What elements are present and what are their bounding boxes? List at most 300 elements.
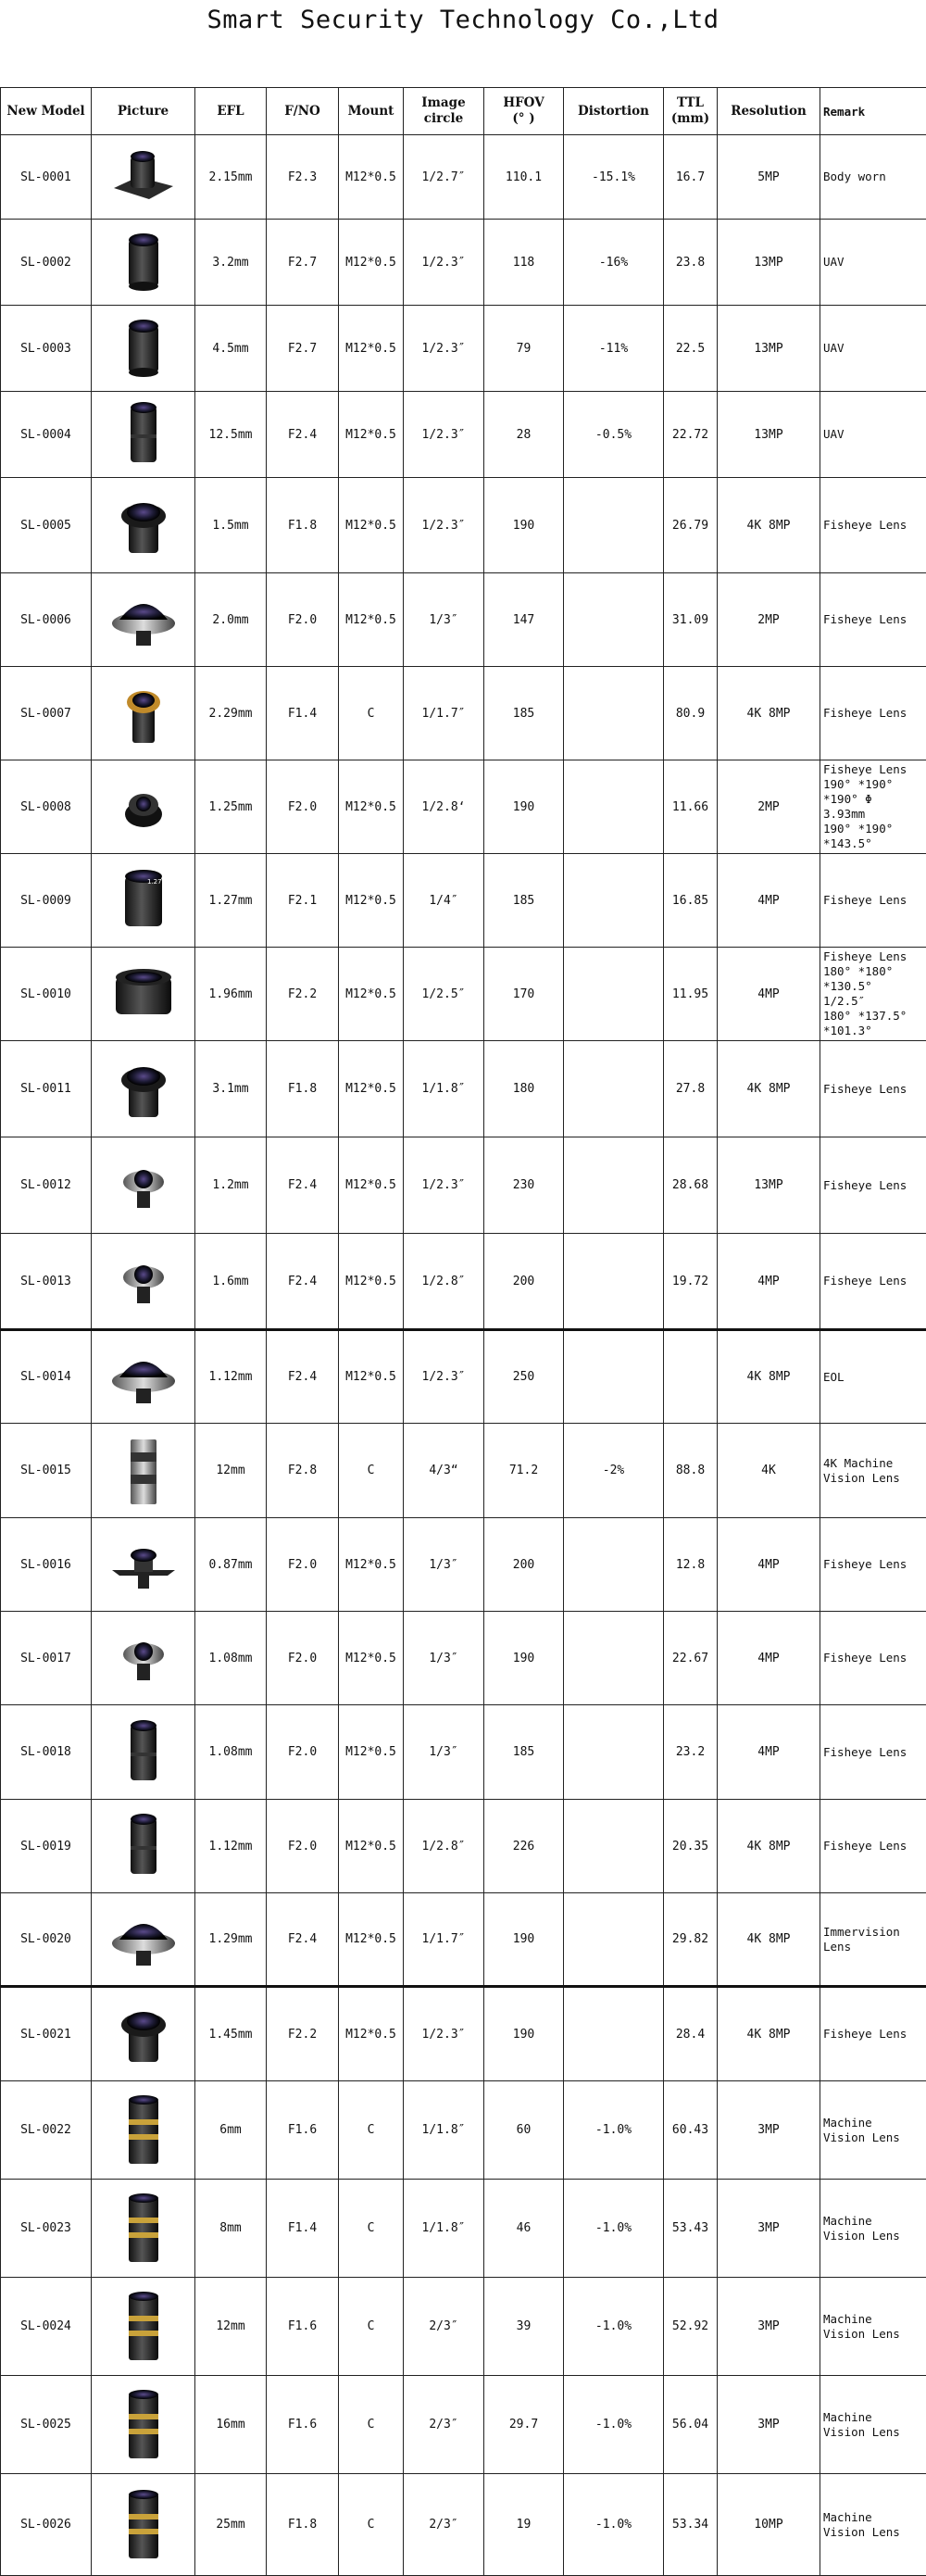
cell-model: SL-0007 xyxy=(1,667,92,760)
cell-resolution: 13MP xyxy=(718,306,820,392)
cell-ttl: 11.95 xyxy=(664,948,718,1041)
cell-remark: Fisheye Lens xyxy=(820,1800,926,1893)
cell-resolution: 4K 8MP xyxy=(718,1987,820,2081)
cell-distortion xyxy=(564,1137,664,1234)
cell-distortion xyxy=(564,1041,664,1137)
cell-distortion xyxy=(564,478,664,573)
dome-fisheye-lens-icon xyxy=(106,1340,181,1414)
cell-model: SL-0022 xyxy=(1,2081,92,2180)
cell-distortion xyxy=(564,667,664,760)
cell-mount: C xyxy=(339,2474,404,2576)
cell-fno: F1.4 xyxy=(267,667,339,760)
cell-image: 1/1.7″ xyxy=(404,1893,484,1987)
cell-picture xyxy=(92,1424,195,1518)
cell-fno: F1.6 xyxy=(267,2376,339,2474)
cell-remark: UAV xyxy=(820,392,926,478)
table-row xyxy=(1,1893,926,1987)
cell-ttl: 11.66 xyxy=(664,760,718,854)
cell-remark: Machine Vision Lens xyxy=(820,2180,926,2278)
cell-remark: Fisheye Lens xyxy=(820,1234,926,1330)
cell-efl: 1.12mm xyxy=(195,1330,267,1424)
cell-picture xyxy=(92,948,195,1041)
short-fisheye-lens-icon xyxy=(106,770,181,844)
cell-distortion xyxy=(564,1330,664,1424)
header-remark: Remark xyxy=(820,88,926,135)
cell-remark: Machine Vision Lens xyxy=(820,2376,926,2474)
cell-distortion: -1.0% xyxy=(564,2081,664,2180)
cell-efl: 1.27mm xyxy=(195,854,267,948)
cell-fno: F2.4 xyxy=(267,1893,339,1987)
cell-image: 1/1.8″ xyxy=(404,2180,484,2278)
gold-fisheye-lens-icon xyxy=(106,676,181,750)
cell-model: SL-0026 xyxy=(1,2474,92,2576)
cell-hfov: 180 xyxy=(484,1041,564,1137)
cell-efl: 1.08mm xyxy=(195,1705,267,1800)
cell-fno: F2.4 xyxy=(267,1137,339,1234)
cell-hfov: 230 xyxy=(484,1137,564,1234)
cell-remark: Fisheye Lens xyxy=(820,1041,926,1137)
cell-mount: M12*0.5 xyxy=(339,948,404,1041)
cell-efl: 1.45mm xyxy=(195,1987,267,2081)
cell-efl: 1.6mm xyxy=(195,1234,267,1330)
table-row xyxy=(1,2180,926,2278)
cell-resolution: 4K 8MP xyxy=(718,1330,820,1424)
cell-fno: F2.2 xyxy=(267,948,339,1041)
m12-lens-icon xyxy=(106,225,181,299)
header-mount: Mount xyxy=(339,88,404,135)
cell-ttl: 22.72 xyxy=(664,392,718,478)
cell-picture xyxy=(92,1893,195,1987)
cell-hfov: 46 xyxy=(484,2180,564,2278)
cell-remark: Fisheye Lens xyxy=(820,1987,926,2081)
cell-model: SL-0011 xyxy=(1,1041,92,1137)
table-row xyxy=(1,573,926,667)
cell-distortion xyxy=(564,1518,664,1612)
cell-resolution: 4MP xyxy=(718,1234,820,1330)
cell-model: SL-0018 xyxy=(1,1705,92,1800)
table-row xyxy=(1,2081,926,2180)
cell-hfov: 29.7 xyxy=(484,2376,564,2474)
cell-image: 1/4″ xyxy=(404,854,484,948)
cell-model: SL-0006 xyxy=(1,573,92,667)
cell-hfov: 200 xyxy=(484,1518,564,1612)
cell-hfov: 190 xyxy=(484,1893,564,1987)
cell-ttl: 88.8 xyxy=(664,1424,718,1518)
cell-hfov: 60 xyxy=(484,2081,564,2180)
cell-hfov: 118 xyxy=(484,220,564,306)
cell-picture xyxy=(92,1330,195,1424)
cell-picture xyxy=(92,135,195,220)
cell-remark: 4K Machine Vision Lens xyxy=(820,1424,926,1518)
cell-image: 1/3″ xyxy=(404,1705,484,1800)
cell-picture xyxy=(92,1987,195,2081)
cell-hfov: 28 xyxy=(484,392,564,478)
cell-fno: F1.4 xyxy=(267,2180,339,2278)
table-row xyxy=(1,2278,926,2376)
cell-remark: Body worn xyxy=(820,135,926,220)
cell-efl: 12mm xyxy=(195,1424,267,1518)
table-row xyxy=(1,1137,926,1234)
cell-hfov: 250 xyxy=(484,1330,564,1424)
cell-efl: 1.29mm xyxy=(195,1893,267,1987)
cell-remark: Fisheye Lens xyxy=(820,1137,926,1234)
cell-fno: F2.4 xyxy=(267,1234,339,1330)
table-row xyxy=(1,135,926,220)
cell-mount: M12*0.5 xyxy=(339,1518,404,1612)
c-mount-lens-icon xyxy=(106,2488,181,2562)
header-hfov-line1: HFOV xyxy=(503,95,544,110)
cell-resolution: 3MP xyxy=(718,2081,820,2180)
cell-remark: Fisheye Lens xyxy=(820,573,926,667)
cell-hfov: 170 xyxy=(484,948,564,1041)
table-row xyxy=(1,1041,926,1137)
cell-fno: F2.3 xyxy=(267,135,339,220)
cell-hfov: 185 xyxy=(484,854,564,948)
cell-image: 1/2.7″ xyxy=(404,135,484,220)
cell-model: SL-0017 xyxy=(1,1612,92,1705)
cell-picture xyxy=(92,2180,195,2278)
cell-fno: F1.8 xyxy=(267,2474,339,2576)
cell-efl: 6mm xyxy=(195,2081,267,2180)
cell-model: SL-0015 xyxy=(1,1424,92,1518)
cell-mount: M12*0.5 xyxy=(339,1893,404,1987)
cell-resolution: 4MP xyxy=(718,1612,820,1705)
cell-image: 1/2.3″ xyxy=(404,1330,484,1424)
cell-mount: M12*0.5 xyxy=(339,1234,404,1330)
header-efl: EFL xyxy=(195,88,267,135)
cell-picture xyxy=(92,667,195,760)
cell-ttl: 56.04 xyxy=(664,2376,718,2474)
cell-mount: C xyxy=(339,667,404,760)
cell-image: 1/2.8″ xyxy=(404,1800,484,1893)
header-distortion: Distortion xyxy=(564,88,664,135)
cell-resolution: 5MP xyxy=(718,135,820,220)
cell-fno: F2.4 xyxy=(267,1330,339,1424)
cell-resolution: 4K 8MP xyxy=(718,1800,820,1893)
cell-mount: M12*0.5 xyxy=(339,1137,404,1234)
cell-resolution: 4K 8MP xyxy=(718,1041,820,1137)
m12-lens-icon xyxy=(106,311,181,385)
cell-ttl: 60.43 xyxy=(664,2081,718,2180)
cell-image: 1/2.3″ xyxy=(404,1137,484,1234)
cell-picture xyxy=(92,392,195,478)
header-image-line1: Image xyxy=(421,95,465,110)
cell-remark: Machine Vision Lens xyxy=(820,2474,926,2576)
cell-mount: M12*0.5 xyxy=(339,1330,404,1424)
cell-model: SL-0005 xyxy=(1,478,92,573)
cell-model: SL-0009 xyxy=(1,854,92,948)
table-row xyxy=(1,220,926,306)
cell-distortion xyxy=(564,854,664,948)
cell-ttl: 16.85 xyxy=(664,854,718,948)
cell-fno: F2.7 xyxy=(267,220,339,306)
cell-efl: 1.2mm xyxy=(195,1137,267,1234)
cell-remark: Immervision Lens xyxy=(820,1893,926,1987)
cell-hfov: 190 xyxy=(484,760,564,854)
header-model: New Model xyxy=(1,88,92,135)
cell-ttl: 23.2 xyxy=(664,1705,718,1800)
cell-hfov: 147 xyxy=(484,573,564,667)
cell-resolution: 4K 8MP xyxy=(718,478,820,573)
cell-efl: 2.0mm xyxy=(195,573,267,667)
cell-model: SL-0014 xyxy=(1,1330,92,1424)
cell-ttl xyxy=(664,1330,718,1424)
cell-efl: 2.29mm xyxy=(195,667,267,760)
cell-remark: Fisheye Lens 190° *190° *190° Φ 3.93mm 190° *190° *143.5° xyxy=(820,760,926,854)
page-title: Smart Security Technology Co.,Ltd xyxy=(0,6,926,34)
cell-remark: Fisheye Lens xyxy=(820,854,926,948)
machine-vision-lens-icon xyxy=(106,1434,181,1508)
cell-distortion xyxy=(564,760,664,854)
cell-distortion: -1.0% xyxy=(564,2180,664,2278)
cell-fno: F2.2 xyxy=(267,1987,339,2081)
cell-mount: C xyxy=(339,1424,404,1518)
cell-efl: 1.25mm xyxy=(195,760,267,854)
cell-model: SL-0023 xyxy=(1,2180,92,2278)
cell-efl: 1.96mm xyxy=(195,948,267,1041)
cell-mount: M12*0.5 xyxy=(339,392,404,478)
cell-model: SL-0002 xyxy=(1,220,92,306)
dome-fisheye-lens-icon xyxy=(106,583,181,657)
table-row xyxy=(1,667,926,760)
cell-distortion xyxy=(564,573,664,667)
cell-image: 1/1.8″ xyxy=(404,2081,484,2180)
cell-mount: M12*0.5 xyxy=(339,220,404,306)
cell-picture xyxy=(92,220,195,306)
cell-ttl: 19.72 xyxy=(664,1234,718,1330)
header-hfov-line2: (° ) xyxy=(512,111,534,126)
svg-text:1.27: 1.27 xyxy=(147,878,162,886)
cell-ttl: 27.8 xyxy=(664,1041,718,1137)
header-ttl-line1: TTL xyxy=(677,95,704,110)
cell-hfov: 190 xyxy=(484,1987,564,2081)
cell-resolution: 4K 8MP xyxy=(718,1893,820,1987)
cell-model: SL-0025 xyxy=(1,2376,92,2474)
cell-picture xyxy=(92,2474,195,2576)
cell-picture xyxy=(92,306,195,392)
cell-remark: Fisheye Lens xyxy=(820,1612,926,1705)
table-row xyxy=(1,760,926,854)
cell-picture xyxy=(92,573,195,667)
cell-remark: UAV xyxy=(820,306,926,392)
cell-model: SL-0021 xyxy=(1,1987,92,2081)
header-image-circle xyxy=(404,88,484,135)
cell-fno: F2.0 xyxy=(267,1612,339,1705)
cell-ttl: 12.8 xyxy=(664,1518,718,1612)
cell-picture xyxy=(92,854,195,948)
cell-hfov: 226 xyxy=(484,1800,564,1893)
cell-fno: F2.0 xyxy=(267,573,339,667)
cell-image: 1/2.3″ xyxy=(404,220,484,306)
cell-mount: M12*0.5 xyxy=(339,573,404,667)
cell-distortion: -1.0% xyxy=(564,2376,664,2474)
cell-image: 1/3″ xyxy=(404,573,484,667)
m12-long-lens-icon xyxy=(106,397,181,471)
cell-model: SL-0013 xyxy=(1,1234,92,1330)
cell-model: SL-0012 xyxy=(1,1137,92,1234)
cell-picture xyxy=(92,2278,195,2376)
cell-picture xyxy=(92,1234,195,1330)
c-mount-lens-icon xyxy=(106,2388,181,2462)
dome-fisheye-lens-icon xyxy=(106,1903,181,1977)
cell-efl: 12.5mm xyxy=(195,392,267,478)
cell-image: 1/2.3″ xyxy=(404,392,484,478)
cell-mount: M12*0.5 xyxy=(339,478,404,573)
cell-image: 2/3″ xyxy=(404,2278,484,2376)
cell-efl: 3.2mm xyxy=(195,220,267,306)
cell-image: 1/1.7″ xyxy=(404,667,484,760)
flange-lens-icon xyxy=(106,1527,181,1602)
cell-fno: F1.6 xyxy=(267,2081,339,2180)
small-fisheye-lens-icon xyxy=(106,1149,181,1223)
cell-image: 1/2.5″ xyxy=(404,948,484,1041)
cell-picture xyxy=(92,1518,195,1612)
cell-efl: 12mm xyxy=(195,2278,267,2376)
cell-model: SL-0004 xyxy=(1,392,92,478)
table-row xyxy=(1,1424,926,1518)
cell-image: 1/3″ xyxy=(404,1518,484,1612)
cell-picture xyxy=(92,760,195,854)
cell-picture xyxy=(92,2376,195,2474)
cell-fno: F2.0 xyxy=(267,1705,339,1800)
cell-distortion xyxy=(564,1800,664,1893)
cell-fno: F2.7 xyxy=(267,306,339,392)
cell-resolution: 2MP xyxy=(718,573,820,667)
header-ttl-line2: (mm) xyxy=(671,111,709,126)
cell-ttl: 16.7 xyxy=(664,135,718,220)
cell-efl: 16mm xyxy=(195,2376,267,2474)
cell-ttl: 29.82 xyxy=(664,1893,718,1987)
cell-resolution: 13MP xyxy=(718,220,820,306)
small-fisheye-lens-icon xyxy=(106,1244,181,1318)
cell-remark: Fisheye Lens xyxy=(820,667,926,760)
cell-ttl: 28.4 xyxy=(664,1987,718,2081)
cell-fno: F1.8 xyxy=(267,478,339,573)
table-row xyxy=(1,2474,926,2576)
cell-hfov: 110.1 xyxy=(484,135,564,220)
cell-distortion: -1.0% xyxy=(564,2278,664,2376)
table-row xyxy=(1,1987,926,2081)
header-fno: F/NO xyxy=(267,88,339,135)
board-lens-icon xyxy=(106,140,181,214)
lens-spec-table xyxy=(0,87,926,2576)
cell-image: 1/2.8‘ xyxy=(404,760,484,854)
cell-efl: 1.5mm xyxy=(195,478,267,573)
cell-resolution: 3MP xyxy=(718,2278,820,2376)
cell-resolution: 4MP xyxy=(718,1518,820,1612)
cell-remark: Fisheye Lens xyxy=(820,1518,926,1612)
cell-ttl: 26.79 xyxy=(664,478,718,573)
fisheye-lens-icon xyxy=(106,488,181,562)
cell-hfov: 185 xyxy=(484,1705,564,1800)
cell-ttl: 53.34 xyxy=(664,2474,718,2576)
cell-mount: M12*0.5 xyxy=(339,1705,404,1800)
table-row xyxy=(1,1705,926,1800)
cell-efl: 2.15mm xyxy=(195,135,267,220)
cell-picture xyxy=(92,2081,195,2180)
cell-distortion: -0.5% xyxy=(564,392,664,478)
cell-mount: M12*0.5 xyxy=(339,135,404,220)
table-row xyxy=(1,948,926,1041)
cell-fno: F2.4 xyxy=(267,392,339,478)
cell-model: SL-0020 xyxy=(1,1893,92,1987)
cell-resolution: 4MP xyxy=(718,948,820,1041)
cell-resolution: 3MP xyxy=(718,2180,820,2278)
cell-mount: C xyxy=(339,2376,404,2474)
cell-mount: M12*0.5 xyxy=(339,854,404,948)
cell-ttl: 22.67 xyxy=(664,1612,718,1705)
cell-resolution: 10MP xyxy=(718,2474,820,2576)
cell-efl: 25mm xyxy=(195,2474,267,2576)
cell-model: SL-0008 xyxy=(1,760,92,854)
table-row xyxy=(1,1234,926,1330)
cell-hfov: 19 xyxy=(484,2474,564,2576)
cell-model: SL-0016 xyxy=(1,1518,92,1612)
table-row xyxy=(1,306,926,392)
cell-fno: F2.0 xyxy=(267,760,339,854)
cell-ttl: 22.5 xyxy=(664,306,718,392)
cell-model: SL-0003 xyxy=(1,306,92,392)
cell-picture xyxy=(92,1705,195,1800)
cell-resolution: 4K xyxy=(718,1424,820,1518)
cell-ttl: 80.9 xyxy=(664,667,718,760)
cell-mount: M12*0.5 xyxy=(339,1800,404,1893)
cell-resolution: 4MP xyxy=(718,854,820,948)
cell-efl: 8mm xyxy=(195,2180,267,2278)
cell-distortion: -16% xyxy=(564,220,664,306)
cell-hfov: 185 xyxy=(484,667,564,760)
header-picture: Picture xyxy=(92,88,195,135)
cell-picture xyxy=(92,1612,195,1705)
cell-image: 2/3″ xyxy=(404,2474,484,2576)
cell-resolution: 13MP xyxy=(718,1137,820,1234)
cell-picture xyxy=(92,478,195,573)
cell-resolution: 3MP xyxy=(718,2376,820,2474)
cell-ttl: 28.68 xyxy=(664,1137,718,1234)
table-row xyxy=(1,854,926,948)
cell-ttl: 52.92 xyxy=(664,2278,718,2376)
cell-picture xyxy=(92,1041,195,1137)
cell-remark: Fisheye Lens xyxy=(820,1705,926,1800)
cell-hfov: 79 xyxy=(484,306,564,392)
cell-remark: Machine Vision Lens xyxy=(820,2081,926,2180)
cell-remark: Fisheye Lens 180° *180° *130.5° 1/2.5″ 180° *137.5° *101.3° xyxy=(820,948,926,1041)
cell-mount: M12*0.5 xyxy=(339,760,404,854)
cell-fno: F2.1 xyxy=(267,854,339,948)
fisheye-lens-icon xyxy=(106,1997,181,2071)
cell-ttl: 23.8 xyxy=(664,220,718,306)
small-fisheye-lens-icon xyxy=(106,1621,181,1695)
cell-model: SL-0001 xyxy=(1,135,92,220)
cell-distortion xyxy=(564,1893,664,1987)
m12-long-lens-icon xyxy=(106,1715,181,1790)
cell-image: 4/3“ xyxy=(404,1424,484,1518)
cell-ttl: 53.43 xyxy=(664,2180,718,2278)
table-row xyxy=(1,478,926,573)
cell-ttl: 20.35 xyxy=(664,1800,718,1893)
c-mount-lens-icon xyxy=(106,2290,181,2364)
cell-resolution: 2MP xyxy=(718,760,820,854)
cell-model: SL-0010 xyxy=(1,948,92,1041)
m12-wide-lens-icon xyxy=(106,863,181,937)
header-ttl xyxy=(664,88,718,135)
cell-mount: M12*0.5 xyxy=(339,306,404,392)
cell-mount: C xyxy=(339,2278,404,2376)
cell-image: 1/2.8″ xyxy=(404,1234,484,1330)
cell-hfov: 39 xyxy=(484,2278,564,2376)
cell-mount: M12*0.5 xyxy=(339,1041,404,1137)
cell-model: SL-0024 xyxy=(1,2278,92,2376)
